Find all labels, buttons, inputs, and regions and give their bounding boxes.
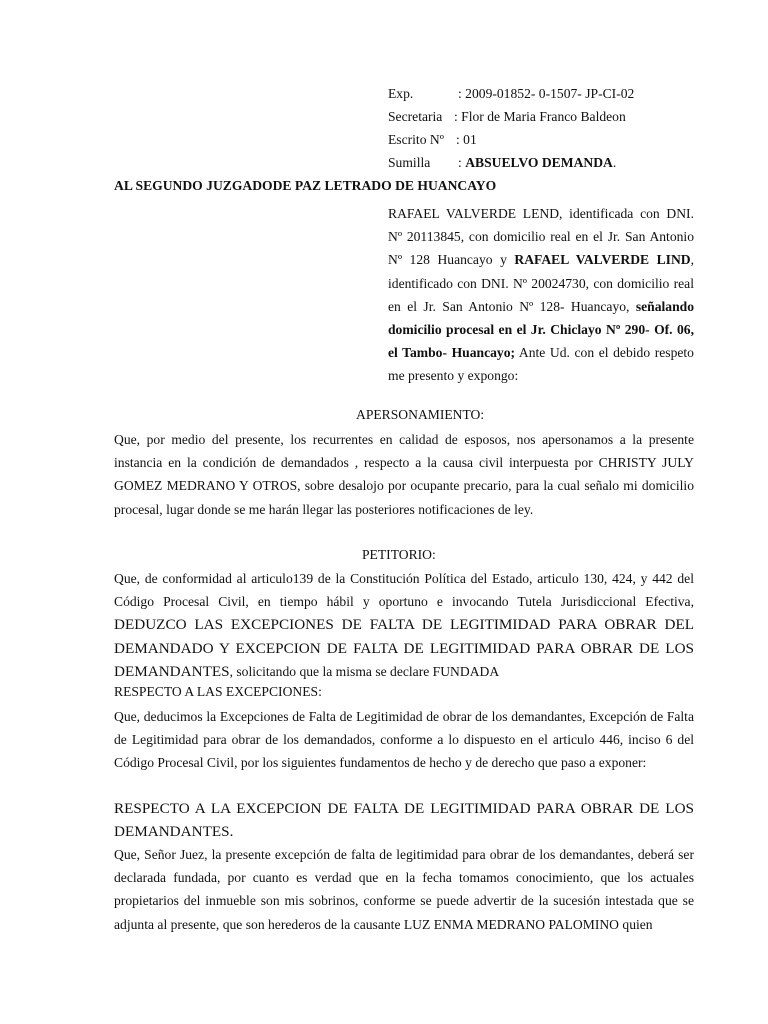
- excepciones-paragraph: Que, deducimos la Excepciones de Falta de Legitimidad de obrar de los demandantes, Excepción de Falta de Legitimidad para obrar de los demandados, conforme a lo dispuesto en el articulo 446, inciso 6 del Código Procesal Civil, por los siguientes fundamentos de hecho y de derecho que paso a exponer:: [114, 709, 694, 771]
- exp-label: Exp.: [388, 86, 414, 101]
- intro-name2: RAFAEL VALVERDE LIND: [514, 252, 691, 268]
- secretaria-label: Secretaria: [388, 109, 443, 124]
- intro-part1: RAFAEL VALVERDE LEND, identificada con DNI. Nº 20113845, con domicilio real en el Jr. San Antonio Nº 128 Huancayo y: [388, 206, 694, 268]
- apersonamiento-title: APERSONAMIENTO:: [356, 407, 485, 422]
- sumilla-label: Sumilla: [388, 155, 431, 170]
- intro-paragraph: [388, 202, 694, 388]
- final-paragraph: Que, Señor Juez, la presente excepción de falta de legitimidad para obrar de los demandantes, deberá ser declarada fundada, por cuanto es verdad que en la fecha tomamos conocimiento, que los actuales propietarios del inmueble son mis sobrinos, conforme se puede advertir de la sucesión intestada que se adjunta al presente, que son herederos de la causante LUZ ENMA MEDRANO PALOMINO quien: [114, 847, 694, 932]
- apersonamiento-paragraph: Que, por medio del presente, los recurrentes en calidad de esposos, nos apersonamos a la presente instancia en la condición de demandados , respecto a la causa civil interpuesta por CHRISTY JULY GOMEZ MEDRANO Y OTROS, sobre desalojo por ocupante precario, para la cual señalo mi domicilio procesal, lugar donde se me harán llegar las posteriores notificaciones de ley.: [114, 432, 694, 517]
- respecto-excepcion-heading: RESPECTO A LA EXCEPCION DE FALTA DE LEGITIMIDAD PARA OBRAR DE LOS DEMANDANTES.: [114, 800, 694, 841]
- header-exp-row: [388, 86, 635, 102]
- escrito-label: Escrito Nº: [388, 132, 444, 147]
- petitorio-paragraph: [114, 567, 694, 683]
- intro-part2: , identificado con DNI. Nº 20024730, con domicilio real en el Jr. San Antonio Nº 128- Huancayo,: [388, 252, 694, 314]
- escrito-value: : 01: [456, 132, 477, 147]
- respecto-excepciones-heading: RESPECTO A LAS EXCEPCIONES:: [114, 684, 322, 699]
- petitorio-caps: DEDUZCO LAS EXCEPCIONES DE FALTA DE LEGITIMIDAD PARA OBRAR DEL DEMANDADO Y EXCEPCION DE FALTA DE LEGITIMIDAD PARA OBRAR DE LOS DEMANDANTES: [114, 616, 694, 680]
- header-escrito-row: [388, 132, 477, 148]
- secretaria-value: : Flor de Maria Franco Baldeon: [454, 109, 626, 124]
- sumilla-value-wrap: [458, 155, 616, 171]
- sumilla-suffix: .: [612, 155, 617, 170]
- header-secretaria-row: [388, 109, 626, 125]
- petitorio-text2: , solicitando que la misma se declare FUNDADA: [229, 663, 500, 679]
- sumilla-value: ABSUELVO DEMANDA: [465, 155, 613, 170]
- intro-part3: Ante Ud. con el debido respeto me presento y expongo:: [388, 345, 694, 384]
- sumilla-prefix: :: [458, 155, 466, 170]
- intro-domicilio: señalando domicilio procesal en el Jr. Chiclayo Nº 290- Of. 06, el Tambo- Huancayo;: [388, 298, 694, 361]
- petitorio-text1: Que, de conformidad al articulo139 de la Constitución Política del Estado, articulo 130, 424, y 442 del Código Procesal Civil, en tiempo hábil y oportuno e invocando Tutela Jurisdiccional Efectiva,: [114, 571, 694, 610]
- header-sumilla-row: [388, 155, 617, 171]
- petitorio-title: PETITORIO:: [362, 547, 436, 562]
- court-heading: AL SEGUNDO JUZGADODE PAZ LETRADO DE HUANCAYO: [114, 178, 497, 193]
- exp-value: : 2009-01852- 0-1507- JP-CI-02: [458, 86, 635, 101]
